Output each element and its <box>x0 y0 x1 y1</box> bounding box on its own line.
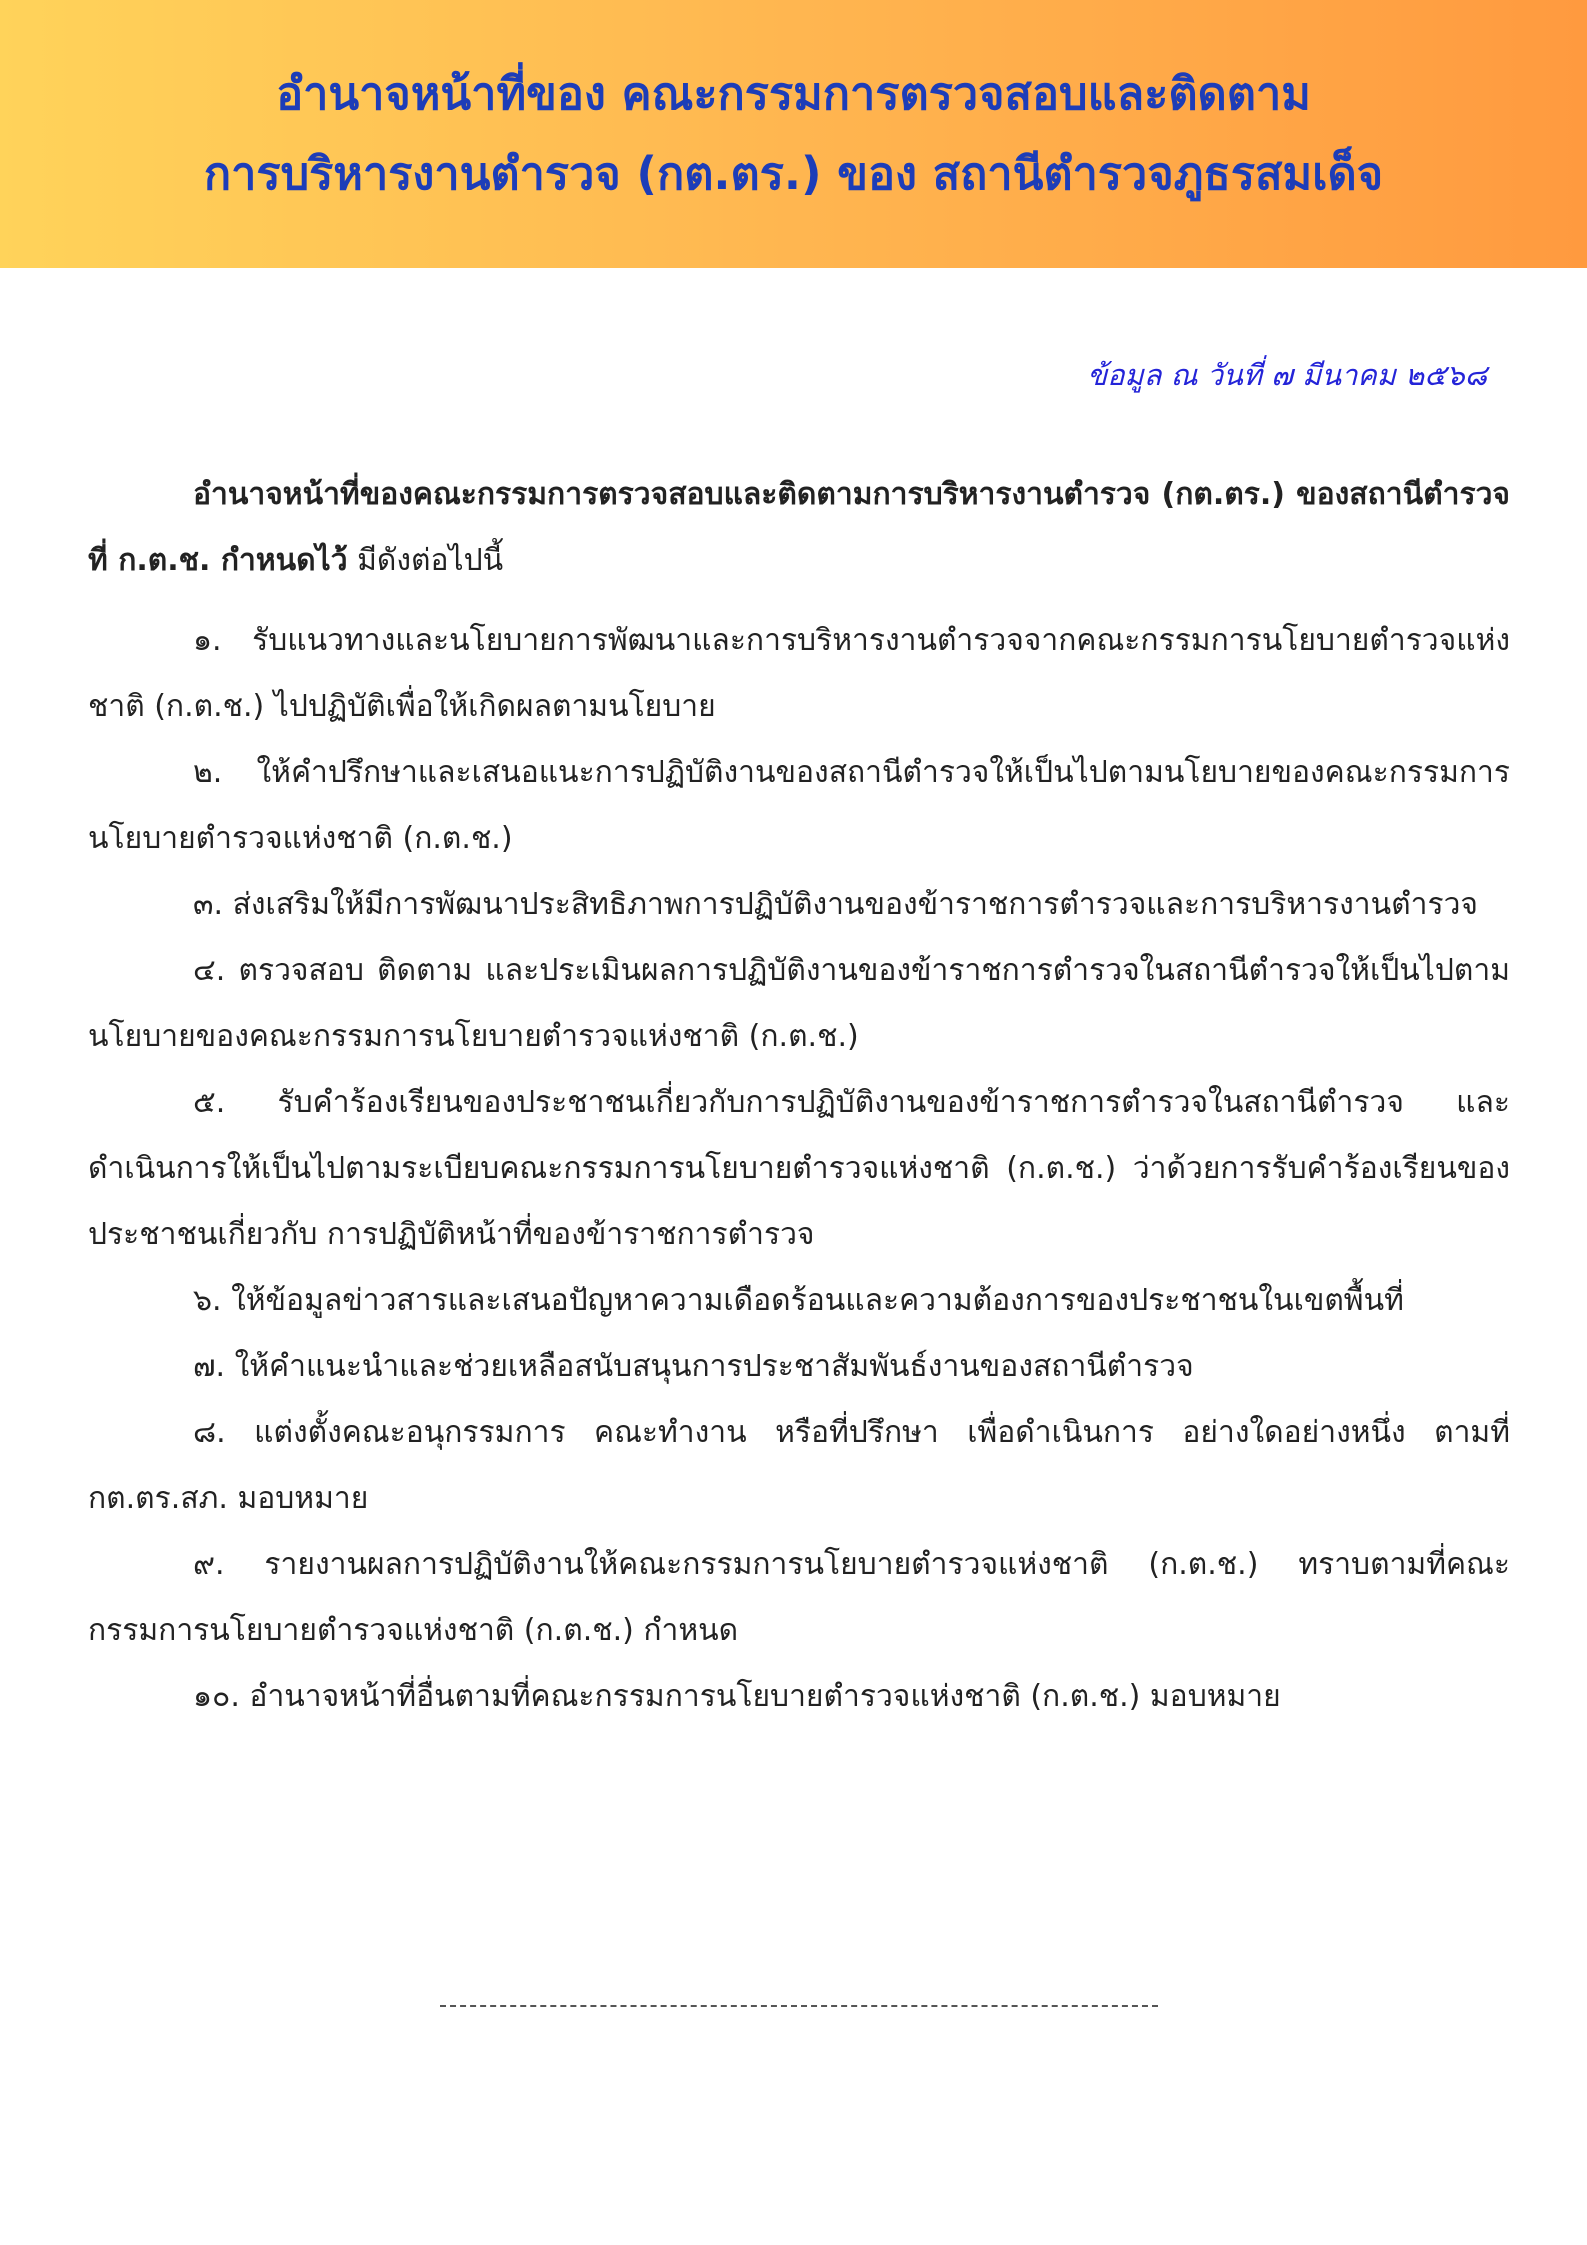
duty-item-7: ๗. ให้คำแนะนำและช่วยเหลือสนับสนุนการประชาสัมพันธ์งานของสถานีตำรวจ <box>193 1349 1194 1384</box>
end-divider <box>440 2005 1158 2007</box>
duty-item-1: ๑. รับแนวทางและนโยบายการพัฒนาและการบริหารงานตำรวจจากคณะกรรมการนโยบายตำรวจแห่งชาติ (ก.ต.ช.) ไปปฏิบัติเพื่อให้เกิดผลตามนโยบาย <box>88 623 1510 724</box>
duty-item-5: ๕. รับคำร้องเรียนของประชาชนเกี่ยวกับการปฏิบัติงานของข้าราชการตำรวจในสถานีตำรวจ และดำเนินการให้เป็นไปตามระเบียบคณะกรรมการนโยบายตำรวจแห่งชาติ (ก.ต.ช.) ว่าด้วยการรับคำร้องเรียนของประชาชนเกี่ยวกับ การปฏิบัติหน้าที่ของข้าราชการตำรวจ <box>88 1085 1510 1252</box>
page-title-line-1: อำนาจหน้าที่ของ คณะกรรมการตรวจสอบและติดตาม <box>276 67 1311 120</box>
duty-item-6: ๖. ให้ข้อมูลข่าวสารและเสนอปัญหาความเดือดร้อนและความต้องการของประชาชนในเขตพื้นที่ <box>193 1283 1404 1318</box>
duty-item-4: ๔. ตรวจสอบ ติดตาม และประเมินผลการปฏิบัติงานของข้าราชการตำรวจในสถานีตำรวจให้เป็นไปตามนโยบายของคณะกรรมการนโยบายตำรวจแห่งชาติ (ก.ต.ช.) <box>88 953 1510 1054</box>
intro-paragraph <box>88 462 1510 594</box>
page-title-line-2: การบริหารงานตำรวจ (กต.ตร.) ของ สถานีตำรวจภูธรสมเด็จ <box>203 147 1384 200</box>
duty-item-10: ๑๐. อำนาจหน้าที่อื่นตามที่คณะกรรมการนโยบายตำรวจแห่งชาติ (ก.ต.ช.) มอบหมาย <box>193 1679 1281 1714</box>
header-banner <box>0 0 1587 268</box>
duty-item-3: ๓. ส่งเสริมให้มีการพัฒนาประสิทธิภาพการปฏิบัติงานของข้าราชการตำรวจและการบริหารงานตำรวจ <box>193 887 1478 922</box>
duty-item-9: ๙. รายงานผลการปฏิบัติงานให้คณะกรรมการนโยบายตำรวจแห่งชาติ (ก.ต.ช.) ทราบตามที่คณะกรรมการนโยบายตำรวจแห่งชาติ (ก.ต.ช.) กำหนด <box>88 1547 1510 1648</box>
duty-item-8: ๘. แต่งตั้งคณะอนุกรรมการ คณะทำงาน หรือที่ปรึกษา เพื่อดำเนินการ อย่างใดอย่างหนึ่ง ตามที่ กต.ตร.สภ. มอบหมาย <box>88 1415 1510 1516</box>
intro-rest-text: มีดังต่อไปนี้ <box>347 543 504 578</box>
date-note: ข้อมูล ณ วันที่ ๗ มีนาคม ๒๕๖๘ <box>1087 358 1487 392</box>
document-body <box>88 462 1510 1730</box>
duty-item-2: ๒. ให้คำปรึกษาและเสนอแนะการปฏิบัติงานของสถานีตำรวจให้เป็นไปตามนโยบายของคณะกรรมการนโยบายตำรวจแห่งชาติ (ก.ต.ช.) <box>88 755 1510 856</box>
intro-bold-text: อำนาจหน้าที่ของคณะกรรมการตรวจสอบและติดตามการบริหารงานตำรวจ (กต.ตร.) ของสถานีตำรวจ ที่ ก.ต.ช. กำหนดไว้ <box>88 477 1510 578</box>
